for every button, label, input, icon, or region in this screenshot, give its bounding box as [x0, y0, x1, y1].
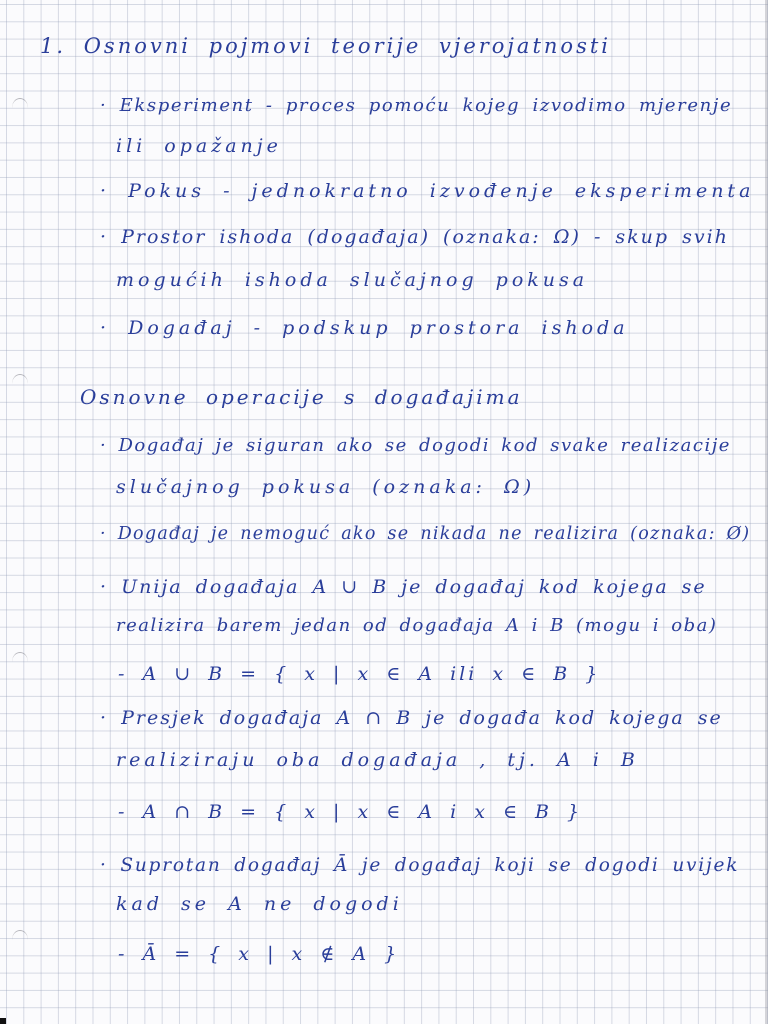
operation-line: kad se A ne dogodi — [116, 893, 403, 915]
definition-line: · Događaj - podskup prostora ishoda — [100, 317, 629, 339]
operation-line: · Događaj je nemoguć ako se nikada ne realizira (oznaka: Ø) — [100, 524, 751, 544]
operation-line: · Suprotan događaj Ā je događaj koji se dogodi uvijek — [100, 855, 740, 876]
definition-line: · Prostor ishoda (događaja) (oznaka: Ω) - skup svih — [100, 226, 729, 248]
definition-line: mogućih ishoda slučajnog pokusa — [116, 269, 589, 291]
formula-line: - Ā = { x | x ∉ A } — [118, 943, 400, 965]
operation-line: realiziraju oba događaja , tj. A i B — [116, 749, 639, 771]
binder-hole-mark — [12, 374, 28, 384]
operation-line: · Događaj je siguran ako se dogodi kod svake realizacije — [100, 435, 731, 456]
binder-hole-mark — [12, 98, 28, 108]
formula-line: - A ∩ B = { x | x ∈ A i x ∈ B } — [118, 801, 583, 823]
page-title: 1. Osnovni pojmovi teorije vjerojatnosti — [40, 34, 611, 58]
scan-corner — [0, 1018, 6, 1024]
definition-line: ili opažanje — [116, 135, 282, 157]
operation-line: slučajnog pokusa (oznaka: Ω) — [116, 476, 536, 498]
operation-line: · Presjek događaja A ∩ B je događa kod kojega se — [100, 707, 723, 729]
section-heading: Osnovne operacije s događajima — [80, 385, 523, 409]
operation-line: · Unija događaja A ∪ B je događaj kod kojega se — [100, 576, 707, 598]
definition-line: · Eksperiment - proces pomoću kojeg izvodimo mjerenje — [100, 95, 733, 116]
formula-line: - A ∪ B = { x | x ∈ A ili x ∈ B } — [118, 663, 601, 685]
operation-line: realizira barem jedan od događaja A i B (mogu i oba) — [116, 615, 718, 636]
binder-hole-mark — [12, 652, 28, 662]
binder-hole-mark — [12, 930, 28, 940]
definition-line: · Pokus - jednokratno izvođenje eksperimenta — [100, 180, 755, 202]
